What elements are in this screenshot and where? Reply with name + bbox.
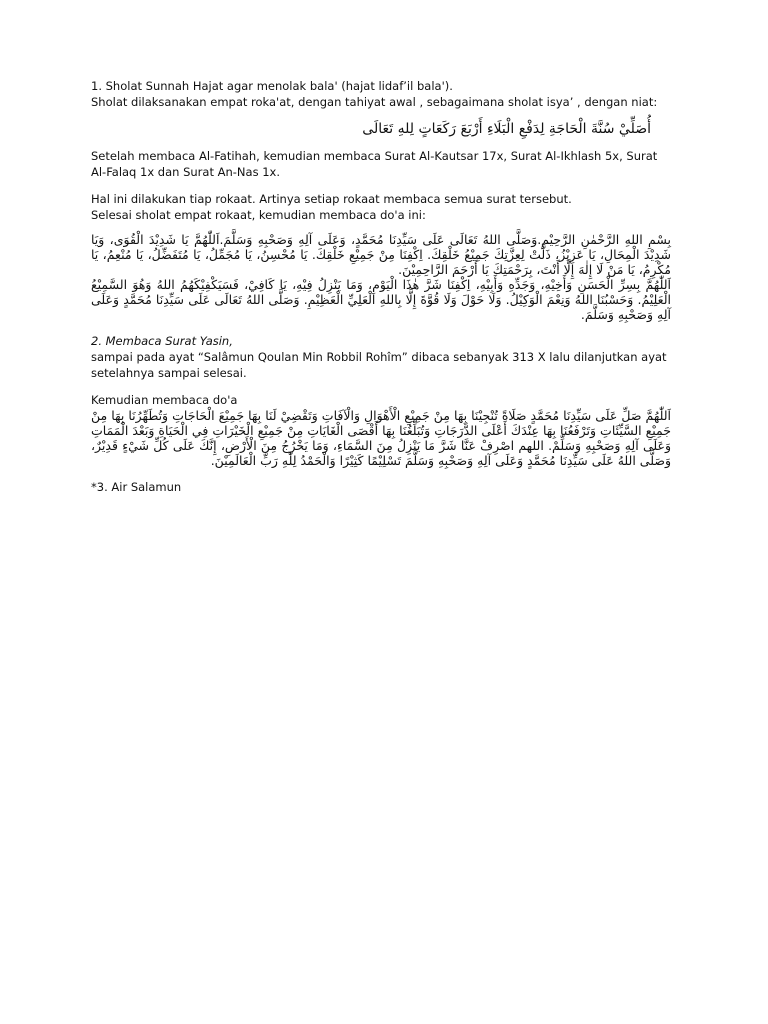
section-2-text: sampai pada ayat “Salâmun Qoulan Min Robbil Rohîm” dibaca sebanyak 313 X lalu dilanjutkan ayat setelahnya sampai selesai. xyxy=(91,350,667,380)
section-1-intro: Sholat dilaksanakan empat roka'at, dengan tahiyat awal , sebagaimana sholat isya’ , dengan niat: xyxy=(91,95,658,109)
section-1-instruction: Setelah membaca Al-Fatihah, kemudian membaca Surat Al-Kautsar 17x, Surat Al-Ikhlash 5x, Surat Al-Falaq 1x dan Surat An-Nas 1x. xyxy=(91,149,658,179)
section-2-heading: 2. Membaca Surat Yasin, xyxy=(91,334,233,348)
section-2-doa-label: Kemudian membaca do'a xyxy=(91,393,238,407)
doa-arabic-paragraph-1: بِسْمِ اللهِ الرَّحْمٰنِ الرَّحِيْمِ.وَصَلَّى اللهُ تَعَالَى عَلَى سَيِّدِنَا مُحَمَّدٍ، وَعَلَى آلِهِ وَصَحْبِهِ وَسَلَّمَ.اَللّٰهُمَّ يَا شَدِيْدَ الْقُوَى، وَيَا شَدِيْدَ الْمِحَالِ، يَا عَزِيْزُ، ذَلَّتْ لِعِزَّتِكَ جَمِيْعُ خَلْقِكَ. اِكْفِنَا مِنْ جَمِيْعِ خَلْقِكَ. يَا مُحْسِنُ، يَا مُجَمِّلُ، يَا مُتَفَضِّلُ، يَا مُنْعِمُ، يَا مُكْرِمُ، يَا مَنْ لَا إِلٰهَ إِلَّا أَنْتَ، بِرَحْمَتِكَ يَا أَرْحَمَ الرَّاحِمِيْنَ. xyxy=(91,232,671,277)
section-1-note-line-2: Selesai sholat empat rokaat, kemudian membaca do'a ini: xyxy=(91,208,426,222)
document-page xyxy=(91,78,671,495)
section-3-heading: *3. Air Salamun xyxy=(91,480,182,494)
niat-arabic: أُصَلِّيْ سُنَّةَ الْحَاجَةِ لِدَفْعِ الْبَلَاءِ أَرْبَعَ رَكَعَاتٍ لِلهِ تَعَالَى xyxy=(362,121,651,137)
doa-arabic-paragraph-2: اَللّٰهُمَّ بِسِرِّ الْحَسَنِ وَأَخِيْهِ، وَجَدِّهِ وَأَبِيْهِ، اِكْفِنَا شَرَّ هٰذَا الْيَوْمِ، وَمَا يَنْزِلُ فِيْهِ، يَا كَافِيْ، فَسَيَكْفِيْكَهُمُ اللهُ وَهُوَ السَّمِيْعُ الْعَلِيْمُ. وَحَسْبُنَا اللهُ وَنِعْمَ الْوَكِيْلُ. وَلَا حَوْلَ وَلَا قُوَّةَ إِلَّا بِاللهِ الْعَلِيِّ الْعَظِيْمِ. وَصَلَّى اللهُ تَعَالَى عَلَى سَيِّدِنَا مُحَمَّدٍ وَعَلَى آلِهِ وَصَحْبِهِ وَسَلَّمَ. xyxy=(91,277,671,322)
section-1-heading: 1. Sholat Sunnah Hajat agar menolak bala' (hajat lidaf’il bala'). xyxy=(91,79,453,93)
section-1-note-line-1: Hal ini dilakukan tiap rokaat. Artinya setiap rokaat membaca semua surat tersebut. xyxy=(91,192,572,206)
doa-arabic-section-2: اَللّٰهُمَّ صَلِّ عَلَى سَيِّدِنَا مُحَمَّدٍ صَلَاةً تُنْجِيْنَا بِهَا مِنْ جَمِيْعِ الْأَهْوَالِ وَالْآفَاتِ وَتَقْضِيْ لَنَا بِهَا جَمِيْعَ الْحَاجَاتِ وَتُطَهِّرُنَا بِهَا مِنْ جَمِيْعِ السَّيِّئَاتِ وَتَرْفَعُنَا بِهَا عِنْدَكَ أَعْلَى الدَّرَجَاتِ وَتُبَلِّغُنَا بِهَا أَقْصَى الْغَايَاتِ مِنْ جَمِيْعِ الْخَيْرَاتِ فِي الْحَيَاةِ وَبَعْدَ الْمَمَاتِ وَعَلَى آلِهِ وَصَحْبِهِ وَسَلِّمْ. اللهم اصْرِفْ عَنَّا شَرَّ مَا يَنْزِلُ مِنَ السَّمَاءِ، وَمَا يَخْرُجُ مِنَ الْأَرْضِ، إِنَّكَ عَلَى كُلِّ شَيْءٍ قَدِيْرٌ، وَصَلَّى اللهُ عَلَى سَيِّدِنَا مُحَمَّدٍ وَعَلَى آلِهِ وَصَحْبِهِ وَسَلَّمَ تَسْلِيْمًا كَثِيْرًا وَالْحَمْدُ لِلّٰهِ رَبِّ الْعَالَمِيْنَ. xyxy=(91,408,671,468)
